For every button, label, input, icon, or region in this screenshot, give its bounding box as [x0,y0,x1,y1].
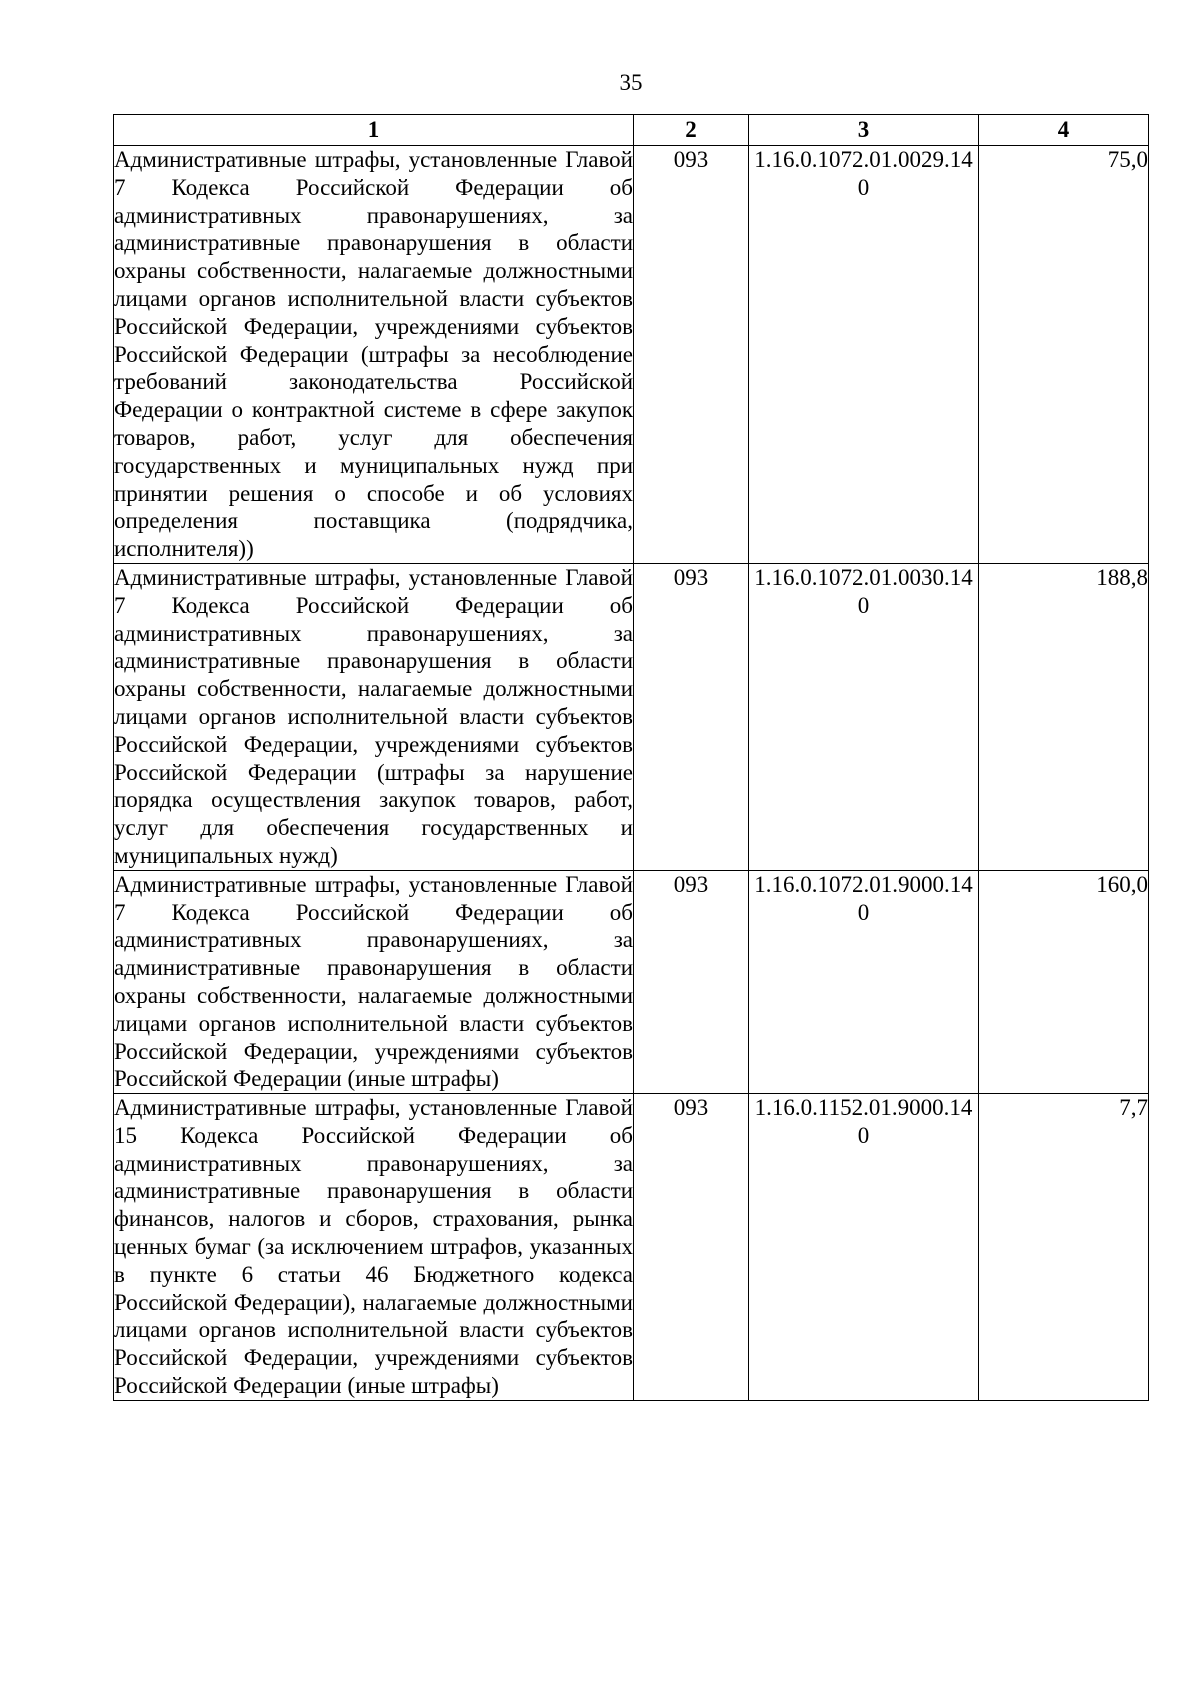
row-budget-code: 1.16.0.1152.01.9000.140 [749,1094,979,1401]
column-header-3: 3 [749,115,979,146]
row-amount: 7,7 [979,1094,1149,1401]
table-header-row [114,115,1149,146]
budget-table [113,114,1149,1401]
table-row [114,563,1149,870]
row-admin-code: 093 [634,563,749,870]
row-admin-code: 093 [634,146,749,564]
row-description-text: Административные штрафы, установленные Главой 7 Кодекса Российской Федерации об административных правонарушениях, за административные правонарушения в области охраны собственности, налагаемые должностными лицами органов исполнительной власти субъектов Российской Федерации, учреждениями субъектов Российской Федерации (штрафы за нарушение порядка осуществления закупок товаров, работ, услуг для обеспечения государственных и муниципальных нужд) [114,564,633,868]
column-header-4: 4 [979,115,1149,146]
row-description [114,870,634,1093]
table-row [114,870,1149,1093]
row-amount: 188,8 [979,563,1149,870]
row-description [114,563,634,870]
table-row [114,1094,1149,1401]
row-amount: 160,0 [979,870,1149,1093]
column-header-1: 1 [114,115,634,146]
row-amount: 75,0 [979,146,1149,564]
row-admin-code: 093 [634,870,749,1093]
row-admin-code: 093 [634,1094,749,1401]
row-description-text: Административные штрафы, установленные Главой 7 Кодекса Российской Федерации об административных правонарушениях, за административные правонарушения в области охраны собственности, налагаемые должностными лицами органов исполнительной власти субъектов Российской Федерации, учреждениями субъектов Российской Федерации (штрафы за несоблюдение требований законодательства Российской Федерации о контрактной системе в сфере закупок товаров, работ, услуг для обеспечения государственных и муниципальных нужд при принятии решения о способе и об условиях определения поставщика (подрядчика, исполнителя)) [114,147,633,562]
table-row [114,146,1149,564]
row-description-text: Административные штрафы, установленные Главой 7 Кодекса Российской Федерации об административных правонарушениях, за административные правонарушения в области охраны собственности, налагаемые должностными лицами органов исполнительной власти субъектов Российской Федерации, учреждениями субъектов Российской Федерации (иные штрафы) [114,871,633,1092]
row-description [114,1094,634,1401]
row-budget-code: 1.16.0.1072.01.0030.140 [749,563,979,870]
column-header-2: 2 [634,115,749,146]
row-budget-code: 1.16.0.1072.01.9000.140 [749,870,979,1093]
page-number: 35 [619,70,643,95]
row-description-text: Административные штрафы, установленные Главой 15 Кодекса Российской Федерации об административных правонарушениях, за административные правонарушения в области финансов, налогов и сборов, страхования, рынка ценных бумаг (за исключением штрафов, указанных в пункте 6 статьи 46 Бюджетного кодекса Российской Федерации), налагаемые должностными лицами органов исполнительной власти субъектов Российской Федерации, учреждениями субъектов Российской Федерации (иные штрафы) [114,1095,633,1399]
row-budget-code: 1.16.0.1072.01.0029.140 [749,146,979,564]
row-description [114,146,634,564]
